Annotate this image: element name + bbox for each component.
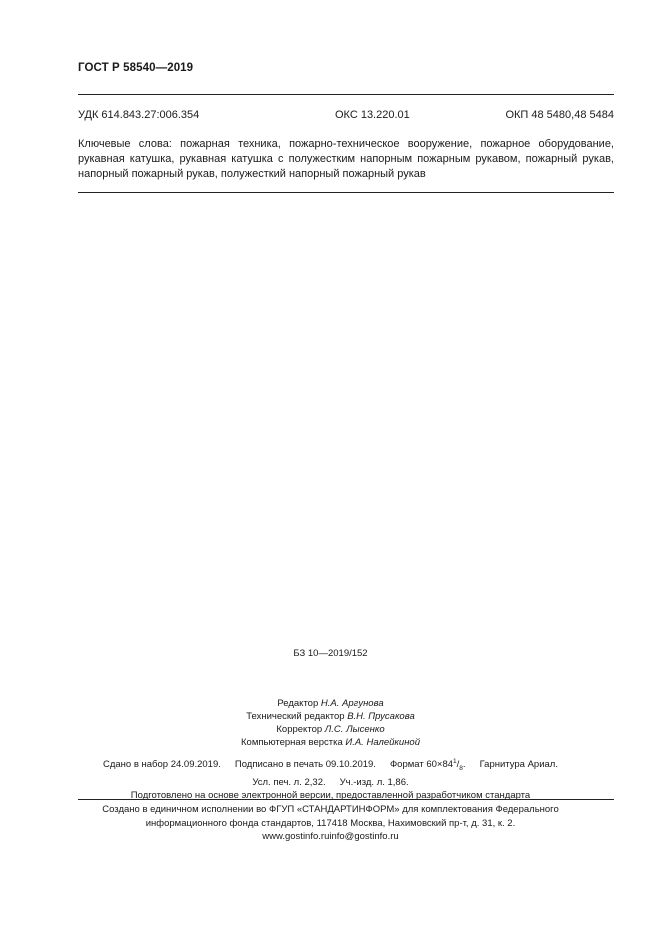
credit-tech-editor	[0, 710, 661, 723]
footer-rule	[78, 799, 614, 800]
credits-block	[0, 697, 661, 749]
keywords-rule	[78, 192, 614, 193]
credit-name: И.А. Налейкиной	[345, 737, 420, 748]
okp-code: ОКП 48 5480,48 5484	[505, 109, 614, 121]
oks-code: ОКС 13.220.01	[334, 109, 410, 121]
footer-contacts	[0, 830, 661, 844]
credit-role: Редактор	[277, 698, 319, 709]
signed-date: Подписано в печать 09.10.2019.	[234, 759, 376, 771]
credit-name: Л.С. Лысенко	[324, 724, 385, 735]
sheets-line	[0, 776, 661, 790]
credit-name: Н.А. Аргунова	[320, 698, 384, 709]
print-sheets: Усл. печ. л. 2,32.	[252, 776, 326, 788]
top-rule	[78, 94, 614, 95]
typeface: Гарнитура Ариал.	[479, 759, 558, 771]
credit-editor	[0, 697, 661, 710]
footer-line: информационного фонда стандартов, 117418 Москва, Нахимовский пр-т, д. 31, к. 2.	[145, 817, 516, 829]
credit-layout	[0, 736, 661, 749]
edition-sheets: Уч.-изд. л. 1,86.	[339, 776, 409, 788]
credit-role: Компьютерная верстка	[241, 737, 343, 748]
publication-block	[0, 755, 661, 803]
publication-line	[0, 755, 661, 776]
credit-name: В.Н. Прусакова	[347, 711, 415, 722]
keywords-block	[78, 137, 614, 182]
credit-corrector	[0, 723, 661, 736]
bz-code: БЗ 10—2019/152	[293, 648, 368, 659]
credit-role: Технический редактор	[246, 711, 345, 722]
udk-code: УДК 614.843.27:006.354	[78, 109, 200, 121]
keywords-line: напорный пожарный рукав, полужесткий напорный пожарный рукав	[78, 168, 426, 180]
keywords-line: рукавная катушка, рукавная катушка с полужестким напорным пожарным рукавом, пожарный рукав,	[78, 153, 614, 165]
standard-designation: ГОСТ Р 58540—2019	[78, 62, 194, 74]
footer-line: Создано в единичном исполнении во ФГУП «СТАНДАРТИНФОРМ» для комплектования Федерального	[102, 804, 559, 815]
prepared-note: Подготовлено на основе электронной версии, предоставленной разработчиком стандарта	[130, 790, 531, 802]
credit-role: Корректор	[276, 724, 323, 735]
website-link[interactable]: www.gostinfo.ru	[262, 831, 330, 842]
keywords-line: Ключевые слова: пожарная техника, пожарно-техническое вооружение, пожарное оборудование,	[78, 138, 614, 150]
classification-row	[78, 109, 614, 121]
footer-block	[0, 803, 661, 844]
paper-format: Формат $60\times 84^1/_8$.	[389, 758, 466, 773]
submitted-date: Сдано в набор 24.09.2019.	[102, 759, 221, 771]
email-link[interactable]: info@gostinfo.ru	[329, 831, 399, 842]
